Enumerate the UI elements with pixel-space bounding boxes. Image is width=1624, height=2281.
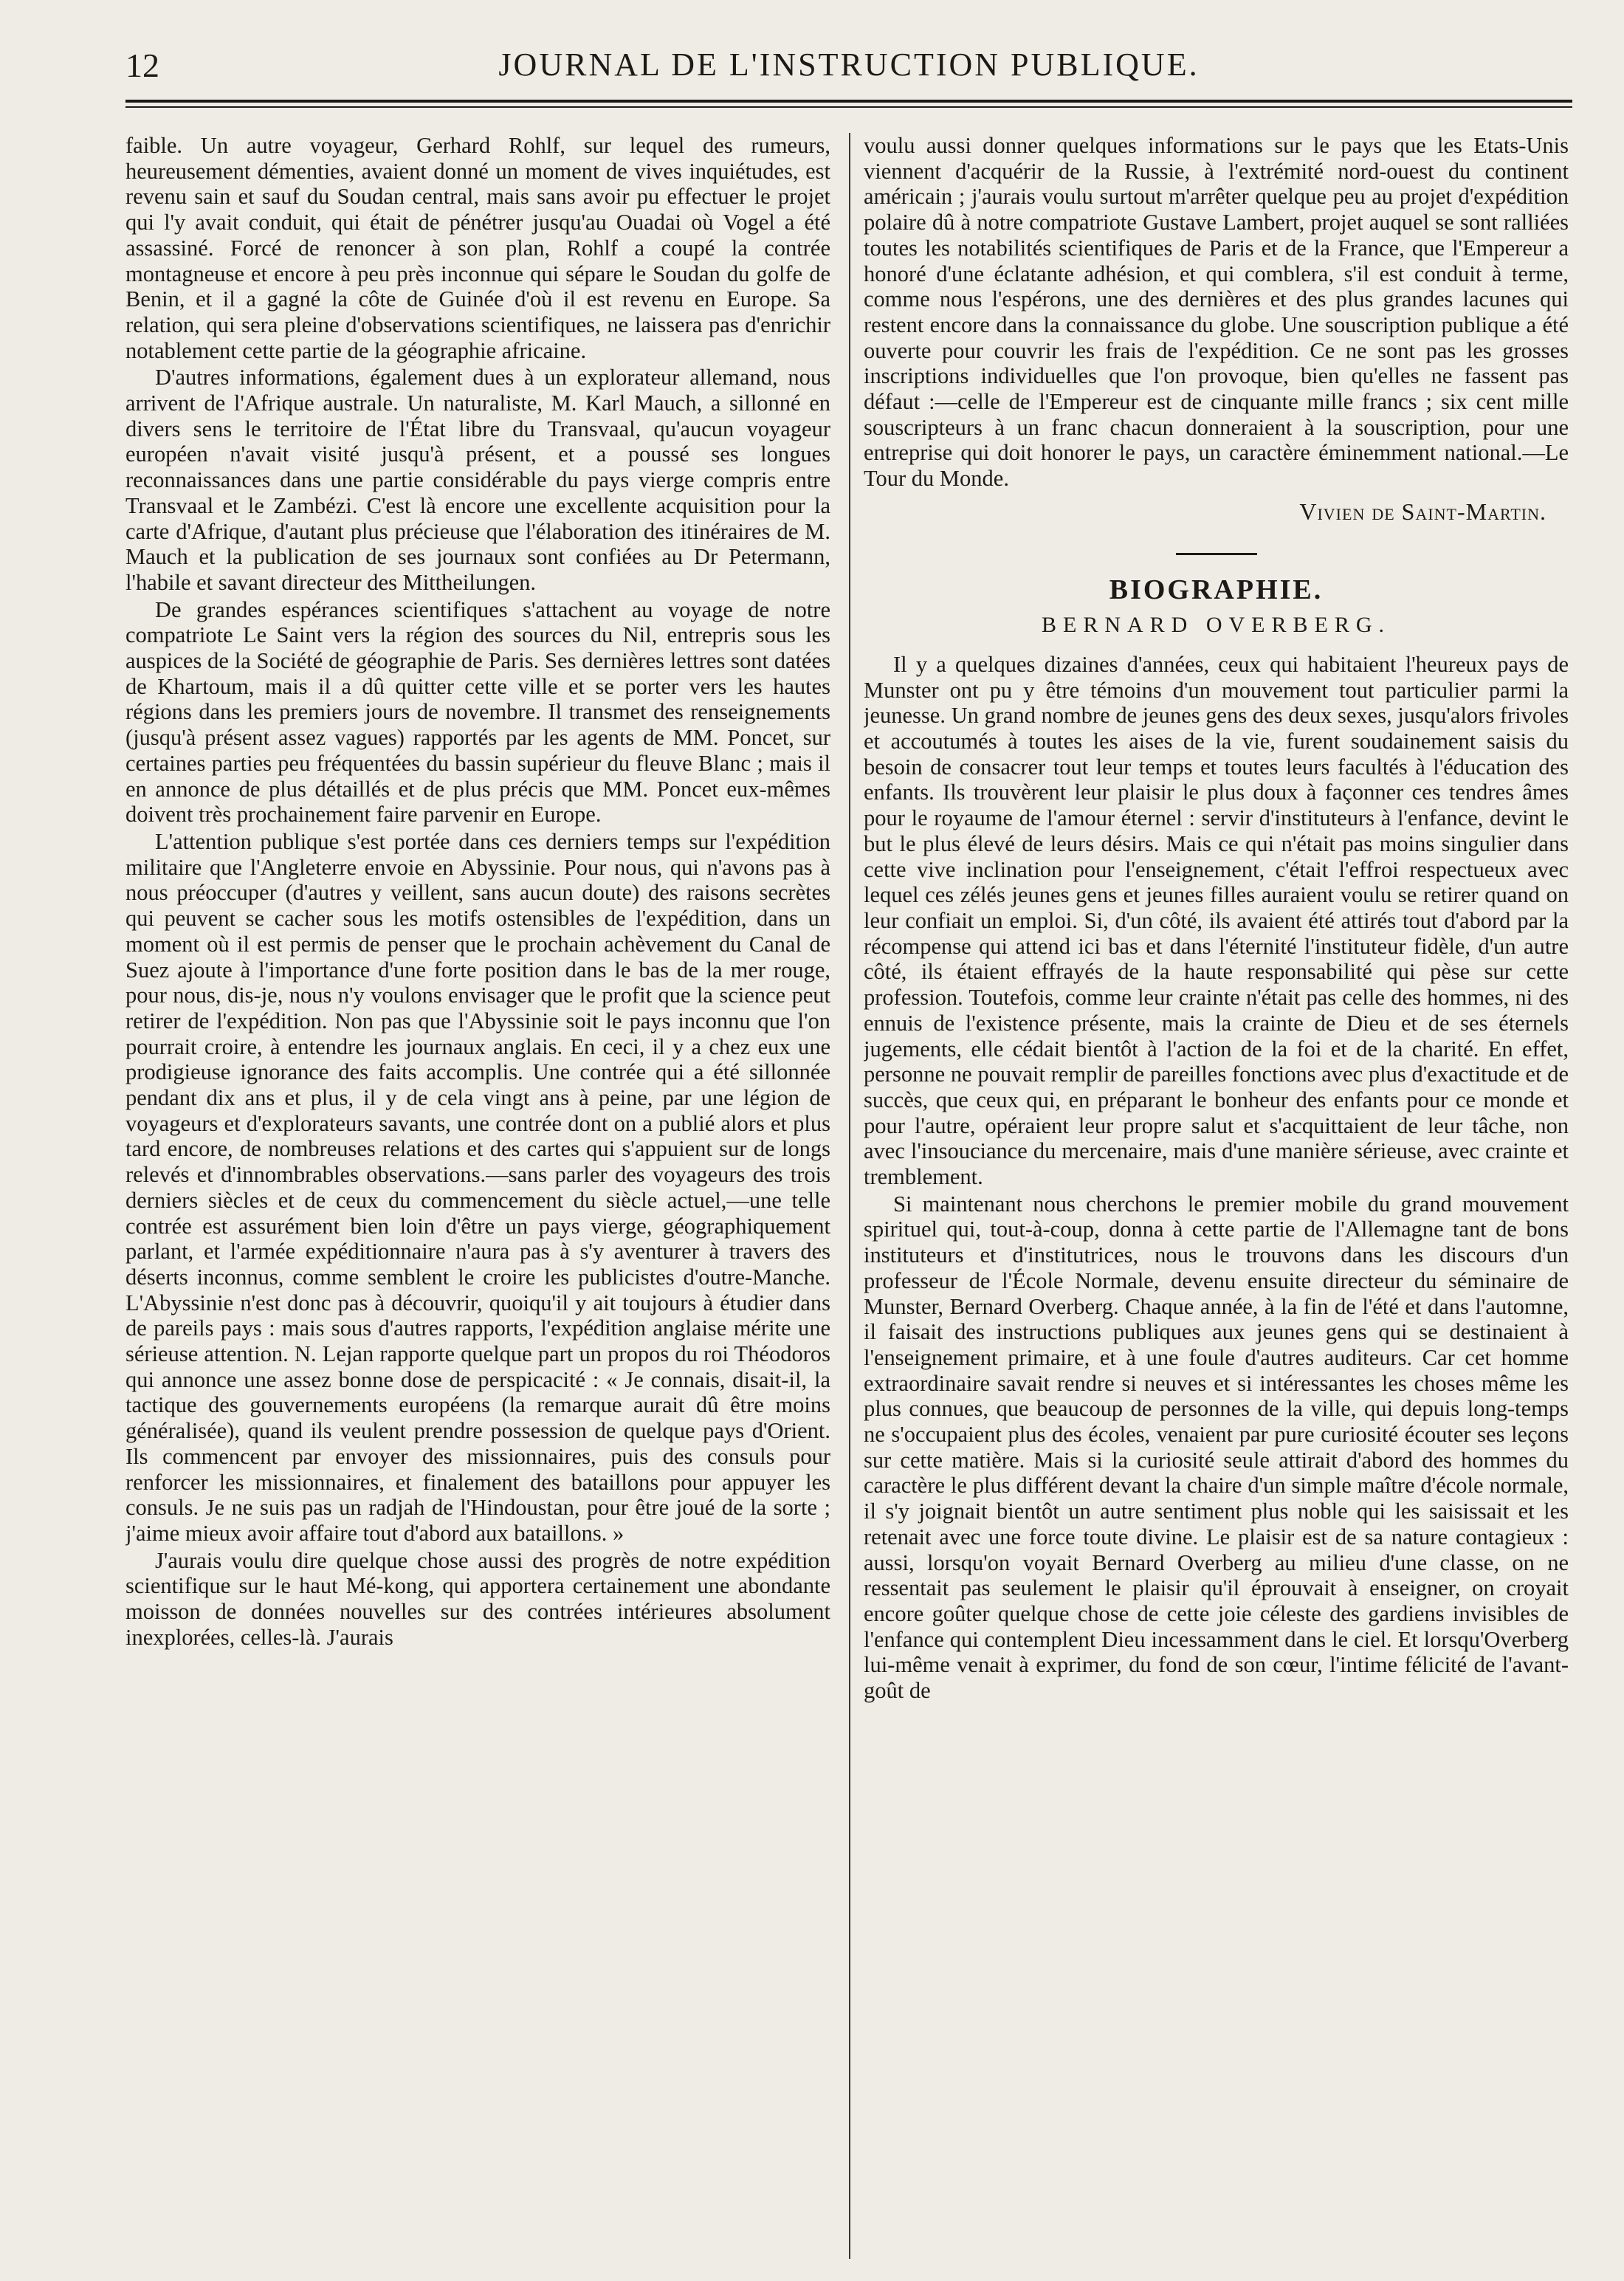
left-paragraph-4: L'attention publique s'est portée dans ces derniers temps sur l'expédition militaire que l'Angleterre envoie en Abyssinie. Pour nous, qui n'avons pas à nous préoccuper (d'autres y veillent, sans aucun doute) des raisons secrètes qui peuvent se cacher sous les motifs ostensibles de l'expédition, dans un moment où il est permis de penser que le prochain achèvement du Canal de Suez ajoute à l'importance d'une forte position dans le bas de la mer rouge, pour nous, dis-je, nous n'y voulons envisager que le profit que la science peut retirer de l'expédition. Non pas que l'Abyssinie soit le pays inconnu que l'on pourrait croire, à entendre les journaux anglais. En ceci, il y a chez eux une prodigieuse ignorance des faits accomplis. Une contrée qui a été sillonnée pendant dix ans et plus, il y de cela vingt ans à peine, par une légion de voyageurs et d'explorateurs savants, une contrée dont on a publié alors et plus tard encore, de nombreuses relations et des cartes qui s'appuient sur de longs relevés et d'innombrables observations.—sans parler des voyageurs des trois derniers siècles et de ceux du commencement du siècle actuel,—une telle contrée est assurément bien loin d'être un pays vierge, géographiquement parlant, et l'armée expéditionnaire n'aura pas à s'y aventurer à travers des déserts inconnus, comme semblent le croire les publicistes d'outre-Manche. L'Abyssinie n'est donc pas à découvrir, quoiqu'il y ait toujours à étudier dans de pareils pays : mais sous d'autres rapports, l'expédition anglaise mérite une sérieuse attention. N. Lejan rapporte quelque part un propos du roi Théodoros qui annonce une assez bonne dose de perspicacité : « Je connais, disait-il, la tactique des gouvernements européens (la remarque aurait dû être moins généralisée), quand ils veulent prendre possession de quelque pays d'Orient. Ils commencent par envoyer des missionnaires, puis des consuls pour renforcer les missionnaires, et finalement des bataillons pour appuyer les consuls. Je ne suis pas un radjah de l'Hindoustan, pour être joué de la sorte ; j'aime mieux avoir affaire tout d'abord aux bataillons. » <box>125 828 830 1546</box>
right-paragraph-2: Il y a quelques dizaines d'années, ceux qui habitaient l'heureux pays de Munster ont pu y être témoins d'un mouvement tout particulier parmi la jeunesse. Un grand nombre de jeunes gens des deux sexes, jusqu'alors frivoles et accoutumés à toutes les aises de la vie, furent soudainement saisis du besoin de consacrer tout leur temps et toutes leurs facultés à l'éducation des enfants. Ils trouvèrent leur plaisir le plus doux à façonner ces tendres âmes pour le royaume de l'amour éternel : servir d'instituteurs à l'enfance, devint le but le plus élevé de leurs désirs. Mais ce qui n'était pas moins singulier dans cette vive inclination pour l'enseignement, c'était l'effroi respectueux avec lequel ces zélés jeunes gens et jeunes filles auraient voulu se retirer quand on leur confiait un emploi. Si, d'un côté, ils avaient été attirés tout d'abord par la récompense qui attend ici bas et dans l'éternité l'instituteur fidèle, d'un autre côté, ils étaient effrayés de la haute responsabilité qui pèse sur cette profession. Toutefois, comme leur crainte n'était pas celle des hommes, ni des ennuis de l'existence présente, mais la crainte de Dieu et de ses éternels jugements, elle cédait bientôt à l'action de la foi et de la charité. En effet, personne ne pouvait remplir de pareilles fonctions avec plus d'exactitude et de succès, que ceux qui, en préparant le bonheur des enfants pour ce monde et pour l'autre, opéraient leur propre salut et s'acquittaient de leur tâche, non avec l'insouciance du mercenaire, mais d'une manière sérieuse, avec crainte et tremblement. <box>864 651 1569 1190</box>
right-paragraph-1: voulu aussi donner quelques informations sur le pays que les Etats-Unis viennent d'acquérir de la Russie, à l'extrémité nord-ouest du continent américain ; j'aurais voulu surtout m'arrêter quelque peu au projet d'expédition polaire dû à notre compatriote Gustave Lambert, projet auquel se sont ralliées toutes les notabilités scientifiques de Paris et de la France, que l'Empereur a honoré d'une éclatante adhésion, et qui comblera, s'il est conduit à terme, comme nous l'espérons, une des dernières et des plus grandes lacunes qui restent encore dans la connaissance du globe. Une souscription publique a été ouverte pour couvrir les frais de l'expédition. Ce ne sont pas les grosses inscriptions individuelles que l'on provoque, bien qu'elles ne fassent pas défaut :—celle de l'Empereur est de cinquante mille francs ; six cent mille souscripteurs à un franc chacun donneraient à la souscription, pour une entreprise qui doit honorer le pays, un caractère éminemment national.—Le Tour du Monde. <box>864 133 1569 492</box>
article-title: BERNARD OVERBERG. <box>1041 613 1391 638</box>
left-paragraph-1: faible. Un autre voyageur, Gerhard Rohlf, sur lequel des rumeurs, heureusement démenties, avaient donné un moment de vives inquiétudes, est revenu sain et sauf du Soudan central, mais sans avoir pu effectuer le projet qui l'y avait conduit, qui était de pénétrer jusqu'au Ouadai où Vogel a été assassiné. Forcé de renoncer à son plan, Rohlf a coupé la contrée montagneuse et encore à peu près inconnue qui sépare le Soudan du golfe de Benin, et il a gagné la côte de Guinée d'où il est revenu en Europe. Sa relation, qui sera pleine d'observations scientifiques, ne laissera pas d'enrichir notablement cette partie de la géographie africaine. <box>125 133 830 363</box>
running-title: JOURNAL DE L'INSTRUCTION PUBLIQUE. <box>498 47 1200 83</box>
column-divider <box>849 133 850 2259</box>
left-paragraph-3: De grandes espérances scientifiques s'attachent au voyage de notre compatriote Le Saint vers la région des sources du Nil, entrepris sous les auspices de la Société de géographie de Paris. Ses dernières lettres sont datées de Khartoum, mais il a dû quitter cette ville et se porter vers les hautes régions dans les premiers jours de novembre. Il transmet des renseignements (jusqu'à présent assez vagues) rapportés par les agents de MM. Poncet, sur certaines parties peu fréquentées du bassin supérieur du fleuve Blanc ; mais il en annonce de plus détaillés et de plus précis que MM. Poncet eux-mêmes doivent très prochainement faire parvenir en Europe. <box>125 596 830 828</box>
article-signature: Vivien de Saint-Martin. <box>1299 498 1546 525</box>
header-rule-thin <box>125 106 1572 108</box>
header-rule-thick <box>125 100 1572 103</box>
left-paragraph-2: D'autres informations, également dues à un explorateur allemand, nous arrivent de l'Afrique australe. Un naturaliste, M. Karl Mauch, a sillonné en divers sens le territoire de l'État libre du Transvaal, qu'aucun voyageur européen n'avait visité jusqu'à présent, et a poussé ses longues reconnaissances dans une partie considérable du pays vierge compris entre Transvaal et le Zambézi. C'est là encore une excellente acquisition pour la carte d'Afrique, d'autant plus précieuse que l'élaboration des itinéraires de M. Mauch et la publication de ses journaux sont confiées au Dr Petermann, l'habile et savant directeur des Mittheilungen. <box>125 365 830 595</box>
section-title: BIOGRAPHIE. <box>1109 574 1324 605</box>
page-header <box>125 41 1572 93</box>
right-column <box>864 133 1569 2259</box>
left-paragraph-5: J'aurais voulu dire quelque chose aussi des progrès de notre expédition scientifique sur le haut Mé-kong, qui apportera certainement une abondante moisson de données nouvelles sur des contrées intérieures absolument inexplorées, celles-là. J'aurais <box>125 1547 830 1650</box>
right-paragraph-3: Si maintenant nous cherchons le premier mobile du grand mouvement spirituel qui, tout-à-coup, donna à cette partie de l'Allemagne tant de bons instituteurs et d'institutrices, nous le trouvons dans les discours d'un professeur de l'École Normale, devenu ensuite directeur du séminaire de Munster, Bernard Overberg. Chaque année, à la fin de l'été et dans l'automne, il faisait des instructions publiques aux jeunes gens qui se destinaient à l'enseignement primaire, et à une foule d'autres auditeurs. Car cet homme extraordinaire savait rendre si neuves et si intéressantes les choses même les plus connues, que beaucoup de personnes de la ville, qui depuis long-temps ne s'occupaient plus des écoles, venaient par pure curiosité écouter ses leçons sur cette matière. Mais si la curiosité seule attirait d'abord des hommes du caractère le plus différent devant la chaire d'un simple maître d'école normale, il s'y joignait bientôt un autre sentiment plus noble qui les saisissait et les retenait avec une force toute divine. Le plaisir est de sa nature contagieux : aussi, lorsqu'on voyait Bernard Overberg au milieu d'une classe, on ne ressentait pas seulement le plaisir qu'il éprouvait à enseigner, on croyait encore goûter quelque chose de cette joie céleste des gardiens invisibles de l'enfance qui contemplent Dieu incessamment dans le ciel. Et lorsqu'Overberg lui-même venait à exprimer, du fond de son cœur, l'intime félicité de l'avant-goût de <box>864 1191 1569 1704</box>
left-column <box>125 133 830 2259</box>
page-number: 12 <box>125 47 159 84</box>
section-separator <box>1176 553 1257 555</box>
